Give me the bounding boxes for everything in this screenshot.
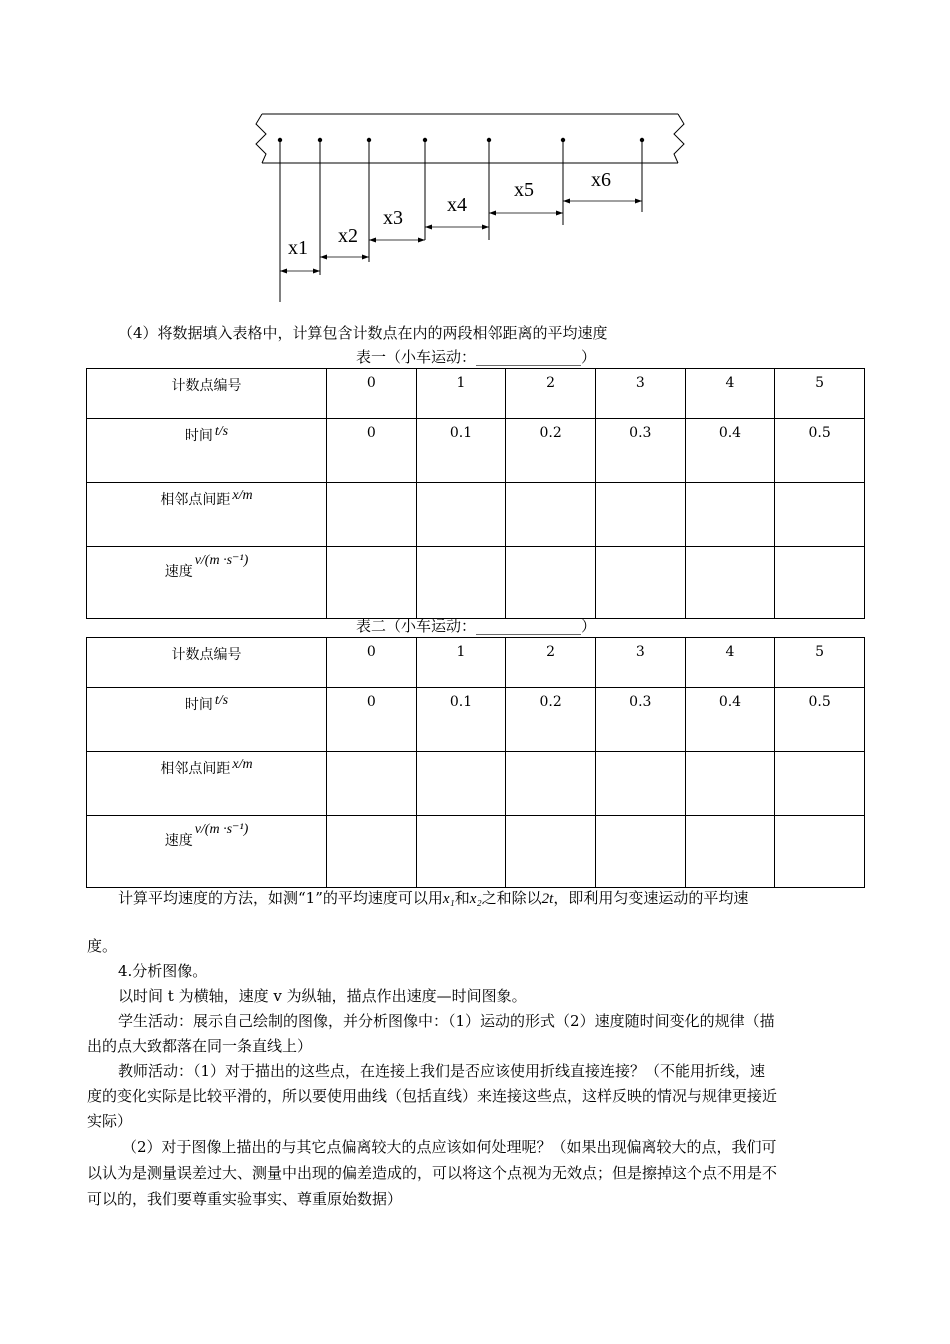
col-1: 1	[416, 638, 506, 688]
distance-cell	[775, 752, 865, 816]
col-4: 4	[685, 638, 775, 688]
time-cell: 0.2	[506, 419, 596, 483]
speed-cell	[506, 547, 596, 619]
speed-cell	[327, 547, 417, 619]
method-line	[118, 887, 898, 910]
time-cell: 0	[327, 419, 417, 483]
speed-label-cell	[87, 547, 327, 619]
symbol-2t: 2t	[541, 891, 554, 907]
col-5: 5	[775, 638, 865, 688]
speed-label-cell	[87, 816, 327, 888]
time-cell: 0.3	[595, 688, 685, 752]
distance-cell	[595, 483, 685, 547]
time-cell: 0.1	[416, 688, 506, 752]
teacher-activity-4: （2）对于图像上描出的与其它点偏离较大的点应该如何处理呢？（如果出现偏离较大的点，我们可	[122, 1138, 777, 1156]
time-cell: 0.1	[416, 419, 506, 483]
tape-dot-1	[318, 138, 322, 142]
speed-label: 速度	[164, 564, 193, 580]
table-1	[86, 368, 865, 619]
teacher-activity-1: 教师活动：（1）对于描出的这些点，在连接上我们是否应该使用折线直接连接？（不能用折线，速	[118, 1062, 766, 1080]
time-cell: 0.3	[595, 419, 685, 483]
distance-cell	[685, 483, 775, 547]
teacher-activity-2: 度的变化实际是比较平滑的，所以要使用曲线（包括直线）来连接这些点，这样反映的情况与规律更接近	[87, 1087, 778, 1105]
section4-text: 以时间 t 为横轴，速度 v 为纵轴，描点作出速度—时间图象。	[118, 987, 527, 1005]
time-cell: 0.5	[775, 688, 865, 752]
distance-label-cell	[87, 483, 327, 547]
speed-cell	[685, 816, 775, 888]
speed-cell	[416, 547, 506, 619]
symbol-x2: x₂	[469, 891, 482, 907]
col-1: 1	[416, 369, 506, 419]
col-4: 4	[685, 369, 775, 419]
tape-dot-6	[640, 138, 644, 142]
section4-heading: 4.分析图像。	[118, 962, 208, 980]
label-x4: x4	[447, 194, 467, 216]
method-text-and: 和	[454, 889, 470, 907]
label-x1: x1	[288, 237, 308, 259]
time-cell: 0.4	[685, 688, 775, 752]
table1-caption: 表一（小车运动：______________）	[355, 348, 596, 366]
teacher-activity-5: 以认为是测量误差过大、测量中出现的偏差造成的，可以将这个点视为无效点；但是擦掉这个点不用是不	[87, 1164, 778, 1182]
speed-cell	[327, 816, 417, 888]
distance-label: 相邻点间距	[160, 492, 231, 508]
header-label: 计数点编号	[87, 638, 327, 688]
col-2: 2	[506, 369, 596, 419]
time-unit: t/s	[214, 693, 229, 708]
col-3: 3	[595, 369, 685, 419]
distance-cell	[595, 752, 685, 816]
method-tail: 度。	[87, 937, 118, 955]
speed-label: 速度	[164, 833, 193, 849]
col-0: 0	[327, 638, 417, 688]
speed-cell	[775, 816, 865, 888]
speed-cell	[685, 547, 775, 619]
speed-cell	[506, 816, 596, 888]
time-unit: t/s	[214, 424, 229, 439]
speed-unit: v/(m ·s⁻¹)	[194, 822, 249, 837]
distance-cell	[327, 752, 417, 816]
distance-cell	[327, 483, 417, 547]
tape-dot-2	[367, 138, 371, 142]
tape-dot-3	[423, 138, 427, 142]
distance-cell	[506, 483, 596, 547]
method-text-3: ，即利用匀变速运动的平均速	[553, 889, 749, 907]
distance-cell	[416, 483, 506, 547]
distance-unit: x/m	[232, 488, 253, 503]
col-0: 0	[327, 369, 417, 419]
table2-caption: 表二（小车运动：______________）	[355, 617, 596, 635]
distance-cell	[416, 752, 506, 816]
header-label: 计数点编号	[87, 369, 327, 419]
speed-cell	[595, 816, 685, 888]
instruction-text: （4）将数据填入表格中，计算包含计数点在内的两段相邻距离的平均速度	[118, 324, 608, 342]
label-x6: x6	[591, 169, 611, 191]
speed-cell	[416, 816, 506, 888]
label-x5: x5	[514, 179, 534, 201]
label-x2: x2	[338, 225, 358, 247]
time-cell: 0.5	[775, 419, 865, 483]
student-activity-1: 学生活动：展示自己绘制的图像，并分析图像中：（1）运动的形式（2）速度随时间变化的规律（描	[118, 1012, 775, 1030]
student-activity-2: 出的点大致都落在同一条直线上）	[87, 1037, 313, 1055]
col-2: 2	[506, 638, 596, 688]
time-label-cell	[87, 688, 327, 752]
tape-dot-4	[487, 138, 491, 142]
paper-tape-diagram	[240, 100, 700, 310]
teacher-activity-6: 可以的，我们要尊重实验事实、尊重原始数据）	[87, 1190, 403, 1208]
distance-cell	[685, 752, 775, 816]
label-x3: x3	[383, 207, 403, 229]
table-2	[86, 637, 865, 888]
symbol-x1: x₁	[442, 891, 455, 907]
time-label-cell	[87, 419, 327, 483]
time-label: 时间	[184, 697, 213, 713]
speed-unit: v/(m ·s⁻¹)	[194, 553, 249, 568]
speed-cell	[775, 547, 865, 619]
time-cell: 0	[327, 688, 417, 752]
distance-cell	[506, 752, 596, 816]
tape-dot-0	[278, 138, 282, 142]
time-label: 时间	[184, 428, 213, 444]
distance-label: 相邻点间距	[160, 761, 231, 777]
time-cell: 0.4	[685, 419, 775, 483]
col-5: 5	[775, 369, 865, 419]
distance-label-cell	[87, 752, 327, 816]
distance-cell	[775, 483, 865, 547]
method-text-1: 计算平均速度的方法，如测“1”的平均速度可以用	[118, 889, 443, 907]
teacher-activity-3: 实际）	[87, 1112, 133, 1130]
distance-unit: x/m	[232, 757, 253, 772]
speed-cell	[595, 547, 685, 619]
tape-dot-5	[561, 138, 565, 142]
method-text-2: 之和除以	[481, 889, 542, 907]
col-3: 3	[595, 638, 685, 688]
time-cell: 0.2	[506, 688, 596, 752]
